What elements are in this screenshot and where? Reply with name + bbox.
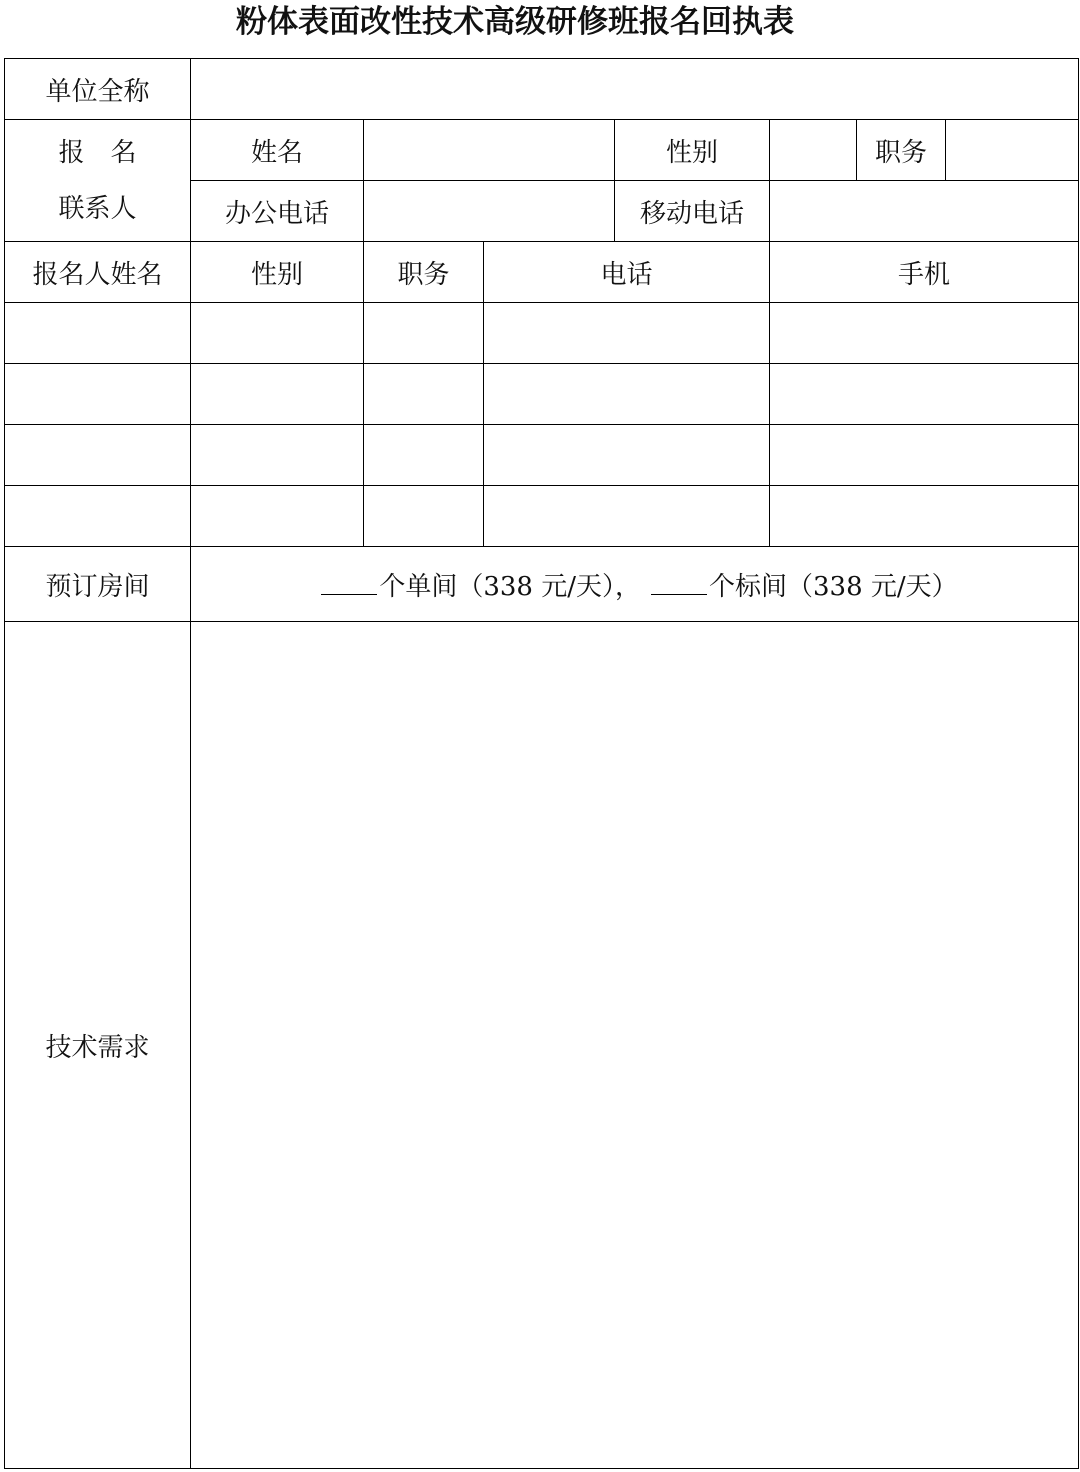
unit-label: 单位全称 (5, 59, 191, 120)
registrant-gender-cell[interactable] (191, 486, 364, 547)
registrant-phone-cell[interactable] (484, 425, 770, 486)
registrant-phone-cell[interactable] (484, 303, 770, 364)
mobile-field[interactable] (770, 181, 1079, 242)
tech-requirements-field[interactable] (191, 622, 1079, 1469)
single-room-count-blank[interactable] (321, 572, 377, 595)
mobile-label: 移动电话 (615, 181, 770, 242)
contact-name-field[interactable] (364, 120, 615, 181)
office-phone-label: 办公电话 (191, 181, 364, 242)
form-title: 粉体表面改性技术高级研修班报名回执表 (236, 4, 794, 40)
header-gender: 性别 (191, 242, 364, 303)
contact-gender-field[interactable] (770, 120, 857, 181)
contact-position-label: 职务 (857, 120, 946, 181)
room-single (321, 566, 641, 603)
registrant-gender-cell[interactable] (191, 364, 364, 425)
contact-label-line1: 报 名 (58, 137, 137, 168)
single-room-text: 个单间（338 元/天）， (379, 571, 641, 602)
header-mobile: 手机 (770, 242, 1079, 303)
registrant-row (5, 486, 1079, 547)
contact-name-label: 姓名 (191, 120, 364, 181)
header-position: 职务 (364, 242, 484, 303)
registration-form-table (4, 58, 1079, 1469)
unit-row (5, 59, 1079, 120)
tech-row (5, 622, 1079, 1469)
registrant-position-cell[interactable] (364, 425, 484, 486)
registrant-phone-cell[interactable] (484, 364, 770, 425)
standard-room-text: 个标间（338 元/天） (709, 571, 958, 602)
registrant-name-cell[interactable] (5, 303, 191, 364)
header-registrant-name: 报名人姓名 (5, 242, 191, 303)
registrant-position-cell[interactable] (364, 303, 484, 364)
registrant-name-cell[interactable] (5, 364, 191, 425)
registrant-mobile-cell[interactable] (770, 486, 1079, 547)
registrant-mobile-cell[interactable] (770, 364, 1079, 425)
contact-position-field[interactable] (946, 120, 1079, 181)
room-options (191, 547, 1079, 622)
registrant-name-cell[interactable] (5, 486, 191, 547)
contact-label-line2: 联系人 (58, 193, 137, 224)
registrant-header-row (5, 242, 1079, 303)
registrant-row (5, 303, 1079, 364)
registrant-row (5, 425, 1079, 486)
registrant-row (5, 364, 1079, 425)
room-row (5, 547, 1079, 622)
header-phone: 电话 (484, 242, 770, 303)
registrant-phone-cell[interactable] (484, 486, 770, 547)
tech-label: 技术需求 (5, 622, 191, 1469)
registrant-gender-cell[interactable] (191, 425, 364, 486)
registrant-name-cell[interactable] (5, 425, 191, 486)
registrant-mobile-cell[interactable] (770, 303, 1079, 364)
room-standard (651, 566, 958, 603)
contact-label (5, 120, 191, 242)
standard-room-count-blank[interactable] (651, 572, 707, 595)
contact-row-1 (5, 120, 1079, 181)
unit-name-field[interactable] (191, 59, 1079, 120)
registrant-mobile-cell[interactable] (770, 425, 1079, 486)
office-phone-field[interactable] (364, 181, 615, 242)
registrant-position-cell[interactable] (364, 486, 484, 547)
registrant-position-cell[interactable] (364, 364, 484, 425)
room-label: 预订房间 (5, 547, 191, 622)
registrant-gender-cell[interactable] (191, 303, 364, 364)
contact-gender-label: 性别 (615, 120, 770, 181)
